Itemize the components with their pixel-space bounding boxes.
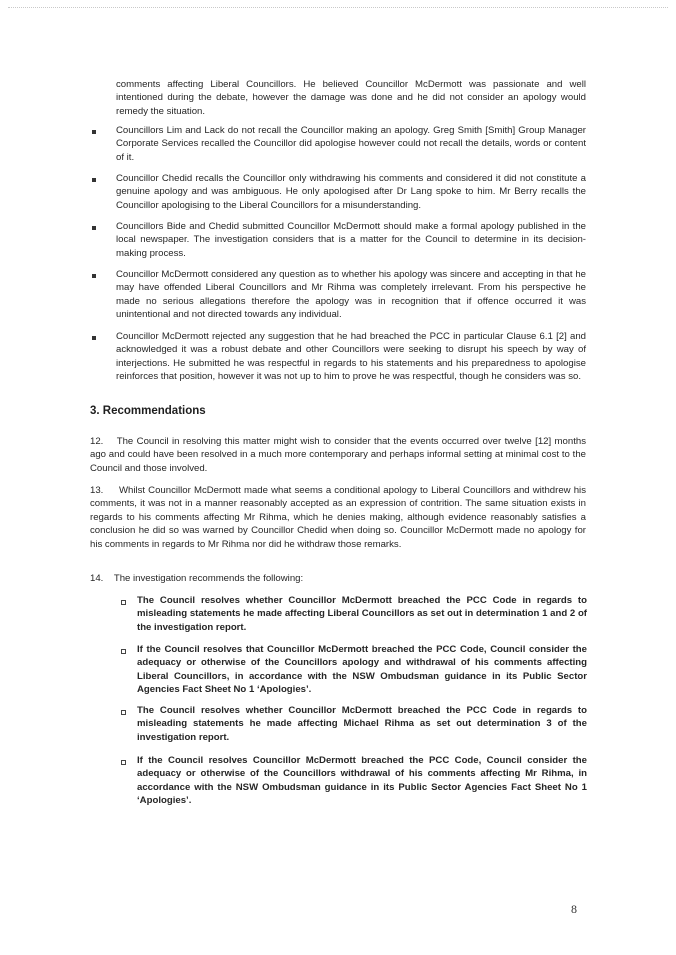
numbered-paragraph	[90, 484, 586, 551]
checkbox-bullet-icon	[121, 649, 126, 654]
bullet-item: Councillors Lim and Lack do not recall the Councillor making an apology. Greg Smith [Smith] Group Manager Corporate Services recalled the Councillor did apologise however could not recall the details, words or content of it.	[116, 125, 586, 163]
bullet-item: Councillor McDermott rejected any suggestion that he had breached the PCC in particular Clause 6.1 [2] and acknowledged it was a robust debate and other Councillors were seeking to disrupt his speech by way of interjections. He submitted he was respectful in regards to his statements and his preparedness to apologise reinforces that position, however it was not up to him to prove he was respectful, though he considers was so.	[116, 331, 586, 383]
numbered-paragraph	[90, 572, 586, 585]
page-number: 8	[571, 902, 577, 916]
bullet-icon	[92, 274, 96, 278]
bullet-icon	[92, 226, 96, 230]
bullet-item: Councillor McDermott considered any question as to whether his apology was sincere and accepting in that he may have offended Liberal Councillors and Mr Rihma was completely irrelevant. From his perspective he made no serious allegations therefore the apology was in recognition that if offence occurred it was unintentional and not directed towards any individual.	[116, 269, 586, 321]
paragraph-number: 14.	[90, 573, 104, 584]
paragraph-text: The investigation recommends the following:	[113, 573, 304, 584]
bullet-icon	[92, 130, 96, 134]
bullet-icon	[92, 178, 96, 182]
recommendation-item: The Council resolves whether Councillor McDermott breached the PCC Code in regards to misleading statements he made affecting Liberal Councillors as set out in determination 1 and 2 of the investigation report.	[137, 595, 587, 633]
numbered-paragraph	[90, 435, 586, 475]
paragraph-number: 12.	[90, 436, 104, 447]
paragraph-number: 13.	[90, 485, 104, 496]
checkbox-bullet-icon	[121, 710, 126, 715]
bullet-item: Councillor Chedid recalls the Councillor only withdrawing his comments and considered it did not constitute a genuine apology and was ambiguous. He only apologised after Dr Lang spoke to him. Mr Berry recalls the Councillor apologising to the Liberal Councillors for a misunderstanding.	[116, 173, 586, 211]
recommendation-item: If the Council resolves Councillor McDermott breached the PCC Code, Council consider the adequacy or otherwise of the Councillors withdrawal of his comments affecting Mr Rihma, in accordance with the NSW Ombudsman guidance in its Public Sector Agencies Fact Sheet No 1 ‘Apologies’.	[137, 755, 587, 807]
bullet-icon	[92, 336, 96, 340]
continuation-paragraph: comments affecting Liberal Councillors. He believed Councillor McDermott was passionate and well intentioned during the debate, however the damage was done and he did not consider an apology would remedy the situation.	[116, 79, 586, 117]
recommendation-item: If the Council resolves that Councillor McDermott breached the PCC Code, Council consider the adequacy or otherwise of the Councillors apology and withdrawal of his comments affecting Liberal Councillors, in accordance with the NSW Ombudsman guidance in its Public Sector Agencies Fact Sheet No 1 ‘Apologies’.	[137, 644, 587, 696]
recommendation-item: The Council resolves whether Councillor McDermott breached the PCC Code in regards to misleading statements he made affecting Michael Rihma as set out determination 3 of the investigation report.	[137, 705, 587, 743]
paragraph-text: Whilst Councillor McDermott made what seems a conditional apology to Liberal Councillors and withdrew his comments, it was not in a manner reasonably accepted as an expression of contrition. The same situation exists in regards to his comments affecting Mr Rihma, which he denies making, although evidence reasonably satisfies a conclusion he did so was warned by Councillor Chedid when doing so. Councillor McDermott made no apology for his comments in regards to Mr Rihma nor did he withdraw those remarks.	[90, 485, 586, 550]
section-heading: 3. Recommendations	[90, 405, 206, 417]
scan-top-border	[8, 7, 668, 8]
paragraph-text: The Council in resolving this matter might wish to consider that the events occurred over twelve [12] months ago and could have been resolved in a much more contemporary and perhaps informal setting at minimal cost to the Council and those involved.	[90, 436, 586, 474]
checkbox-bullet-icon	[121, 760, 126, 765]
checkbox-bullet-icon	[121, 600, 126, 605]
bullet-item: Councillors Bide and Chedid submitted Councillor McDermott should make a formal apology published in the local newspaper. The investigation considers that is a matter for the Council to determine in its decision-making process.	[116, 221, 586, 259]
